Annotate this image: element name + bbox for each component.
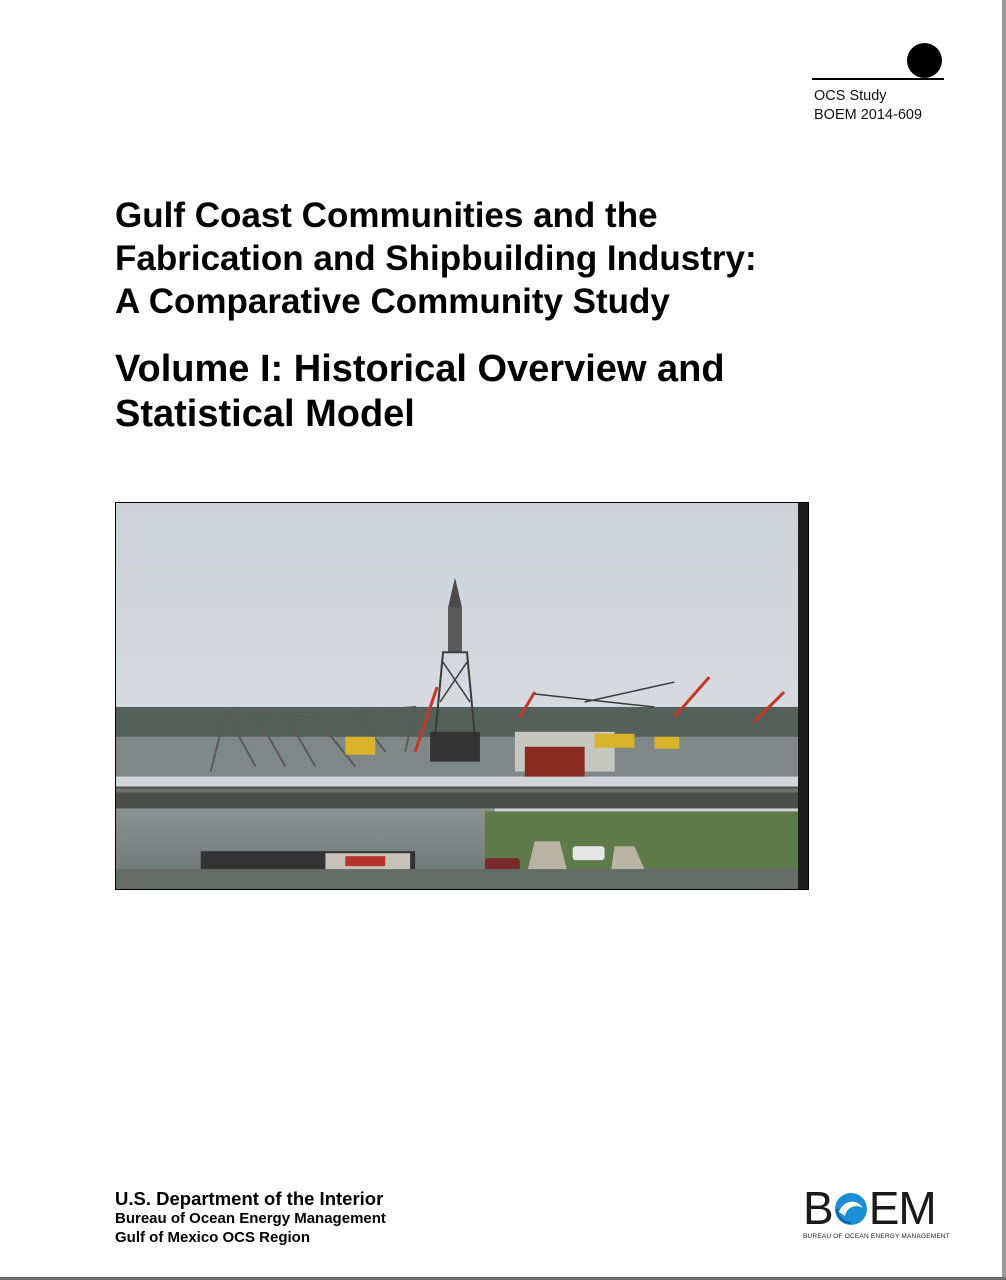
study-identifier — [814, 87, 922, 125]
subtitle-line: Statistical Model — [115, 393, 415, 435]
volume-subtitle — [115, 347, 915, 437]
boem-wordmark — [803, 1182, 948, 1234]
page-edge — [1002, 0, 1006, 1280]
logo-tagline: BUREAU OF OCEAN ENERGY MANAGEMENT — [803, 1233, 950, 1240]
header-rule — [812, 78, 944, 80]
logo-letter-b: B — [803, 1182, 833, 1234]
photo-edge — [798, 503, 808, 889]
title-line: A Comparative Community Study — [115, 282, 670, 321]
department-name: U.S. Department of the Interior — [115, 1188, 384, 1209]
title-line: Fabrication and Shipbuilding Industry: — [115, 239, 757, 278]
boem-logo — [803, 1182, 950, 1243]
report-title — [115, 194, 915, 323]
logo-letters-em: EM — [868, 1182, 936, 1234]
roadway — [116, 869, 808, 889]
shipyard-photo-illustration — [116, 503, 808, 889]
study-number: BOEM 2014-609 — [814, 107, 923, 123]
region-name: Gulf of Mexico OCS Region — [115, 1229, 311, 1246]
bureau-name: Bureau of Ocean Energy Management — [115, 1210, 386, 1227]
study-label: OCS Study — [814, 88, 887, 104]
black-dot-marker — [907, 43, 942, 78]
shipyard-photo — [115, 502, 809, 890]
wave-o-icon — [833, 1189, 869, 1227]
red-building — [525, 747, 585, 777]
agency-block — [115, 1188, 386, 1247]
railing-highlight — [116, 789, 808, 793]
title-line: Gulf Coast Communities and the — [115, 196, 658, 235]
subtitle-line: Volume I: Historical Overview and — [115, 348, 725, 390]
